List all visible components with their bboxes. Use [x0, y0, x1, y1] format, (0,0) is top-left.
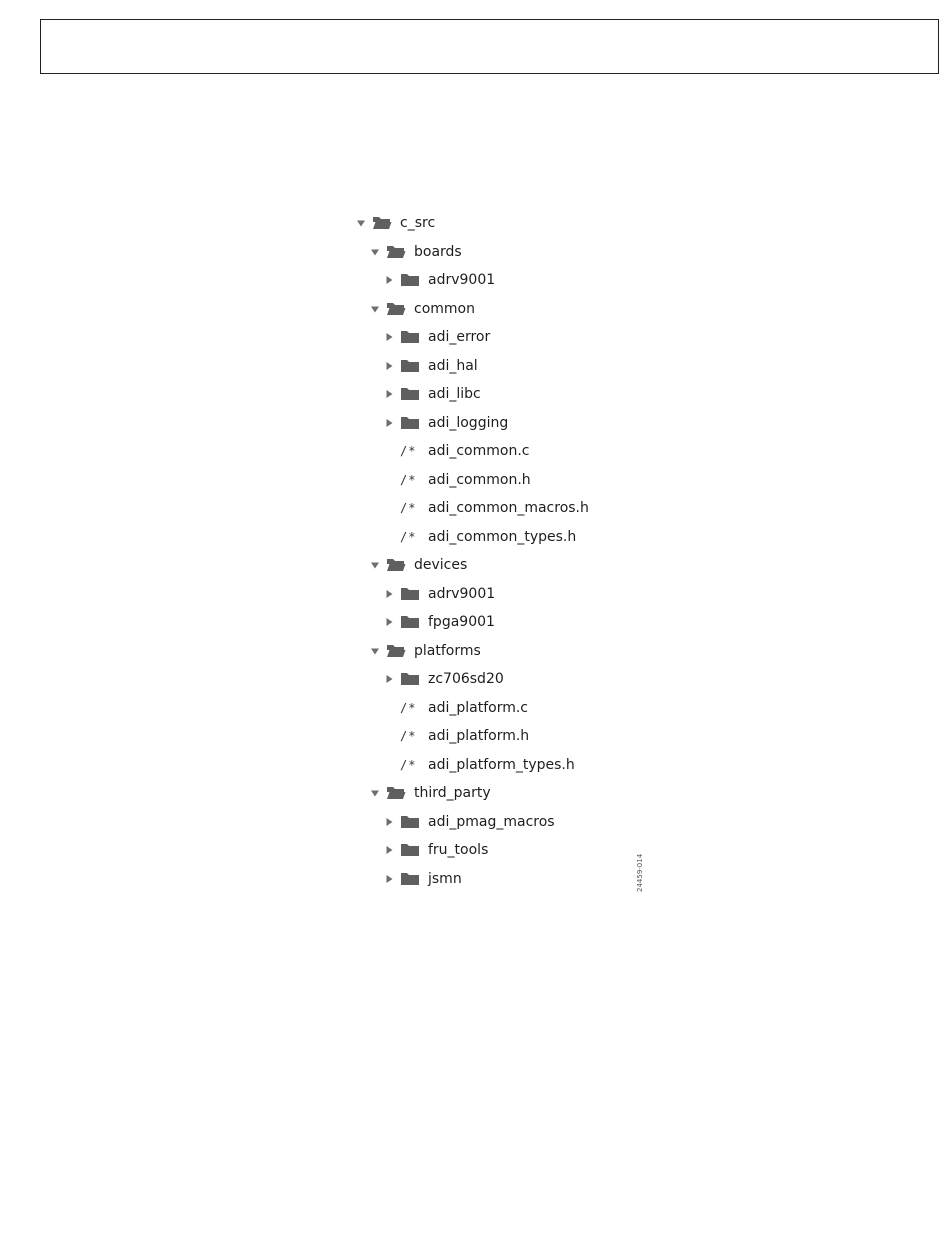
c-header-file-icon: /* — [400, 501, 417, 516]
folder-open-icon — [386, 785, 406, 801]
tree-item-label: zc706sd20 — [428, 671, 504, 688]
folder-icon — [400, 871, 420, 887]
chevron-down-icon[interactable] — [370, 560, 380, 570]
chevron-right-icon[interactable] — [384, 674, 394, 684]
tree-file-row[interactable] — [356, 494, 656, 523]
folder-icon — [400, 842, 420, 858]
folder-icon — [400, 614, 420, 630]
tree-item-label: adi_common.h — [428, 471, 531, 488]
chevron-right-icon[interactable] — [384, 874, 394, 884]
c-source-file-icon: /* — [400, 444, 417, 459]
folder-open-icon — [386, 301, 406, 317]
tree-folder-row[interactable] — [356, 209, 656, 238]
tree-folder-row[interactable] — [356, 295, 656, 324]
tree-item-label: adi_logging — [428, 414, 509, 431]
tree-item-label: fru_tools — [428, 842, 489, 859]
chevron-down-icon[interactable] — [356, 218, 366, 228]
tree-folder-row[interactable] — [356, 865, 656, 894]
folder-icon — [400, 586, 420, 602]
tree-folder-row[interactable] — [356, 409, 656, 438]
folder-open-icon — [386, 643, 406, 659]
chevron-right-icon[interactable] — [384, 845, 394, 855]
tree-folder-row[interactable] — [356, 266, 656, 295]
tree-item-label: adi_common_types.h — [428, 528, 577, 545]
tree-folder-row[interactable] — [356, 323, 656, 352]
folder-icon — [400, 814, 420, 830]
tree-item-label: adi_platform.c — [428, 699, 528, 716]
chevron-down-icon[interactable] — [370, 646, 380, 656]
tree-item-label: adrv9001 — [428, 272, 496, 289]
folder-open-icon — [386, 244, 406, 260]
tree-item-label: adi_platform_types.h — [428, 756, 575, 773]
tree-item-label: adi_common.c — [428, 443, 530, 460]
tree-file-row[interactable] — [356, 751, 656, 780]
tree-folder-row[interactable] — [356, 380, 656, 409]
tree-folder-row[interactable] — [356, 238, 656, 267]
c-header-file-icon: /* — [400, 729, 417, 744]
folder-open-icon — [372, 215, 392, 231]
folder-open-icon — [386, 557, 406, 573]
tree-item-label: boards — [414, 243, 462, 260]
tree-item-label: c_src — [400, 215, 436, 232]
file-tree — [356, 209, 656, 893]
header-box — [40, 19, 939, 74]
tree-folder-row[interactable] — [356, 637, 656, 666]
tree-item-label: fpga9001 — [428, 614, 495, 631]
tree-item-label: adi_hal — [428, 357, 478, 374]
folder-icon — [400, 671, 420, 687]
tree-item-label: third_party — [414, 785, 491, 802]
c-header-file-icon: /* — [400, 757, 417, 772]
folder-icon — [400, 415, 420, 431]
folder-icon — [400, 272, 420, 288]
tree-item-label: jsmn — [428, 870, 462, 887]
c-header-file-icon: /* — [400, 472, 417, 487]
tree-item-label: adi_error — [428, 329, 491, 346]
tree-item-label: adrv9001 — [428, 585, 496, 602]
tree-file-row[interactable] — [356, 466, 656, 495]
chevron-right-icon[interactable] — [384, 275, 394, 285]
c-header-file-icon: /* — [400, 529, 417, 544]
tree-file-row[interactable] — [356, 694, 656, 723]
chevron-right-icon[interactable] — [384, 418, 394, 428]
folder-icon — [400, 329, 420, 345]
tree-file-row[interactable] — [356, 437, 656, 466]
tree-folder-row[interactable] — [356, 551, 656, 580]
tree-file-row[interactable] — [356, 722, 656, 751]
tree-folder-row[interactable] — [356, 580, 656, 609]
tree-folder-row[interactable] — [356, 836, 656, 865]
tree-item-label: adi_pmag_macros — [428, 813, 555, 830]
chevron-down-icon[interactable] — [370, 247, 380, 257]
tree-folder-row[interactable] — [356, 608, 656, 637]
tree-folder-row[interactable] — [356, 779, 656, 808]
chevron-down-icon[interactable] — [370, 304, 380, 314]
tree-folder-row[interactable] — [356, 352, 656, 381]
chevron-right-icon[interactable] — [384, 332, 394, 342]
tree-item-label: adi_libc — [428, 386, 481, 403]
tree-folder-row[interactable] — [356, 808, 656, 837]
tree-folder-row[interactable] — [356, 665, 656, 694]
chevron-right-icon[interactable] — [384, 389, 394, 399]
tree-item-label: common — [414, 300, 475, 317]
chevron-right-icon[interactable] — [384, 817, 394, 827]
chevron-right-icon[interactable] — [384, 361, 394, 371]
chevron-down-icon[interactable] — [370, 788, 380, 798]
chevron-right-icon[interactable] — [384, 617, 394, 627]
c-source-file-icon: /* — [400, 700, 417, 715]
tree-item-label: adi_common_macros.h — [428, 500, 589, 517]
tree-file-row[interactable] — [356, 523, 656, 552]
tree-item-label: devices — [414, 557, 468, 574]
tree-item-label: platforms — [414, 642, 481, 659]
folder-icon — [400, 358, 420, 374]
tree-item-label: adi_platform.h — [428, 728, 530, 745]
chevron-right-icon[interactable] — [384, 589, 394, 599]
folder-icon — [400, 386, 420, 402]
figure-id: 24459-014 — [636, 853, 644, 892]
